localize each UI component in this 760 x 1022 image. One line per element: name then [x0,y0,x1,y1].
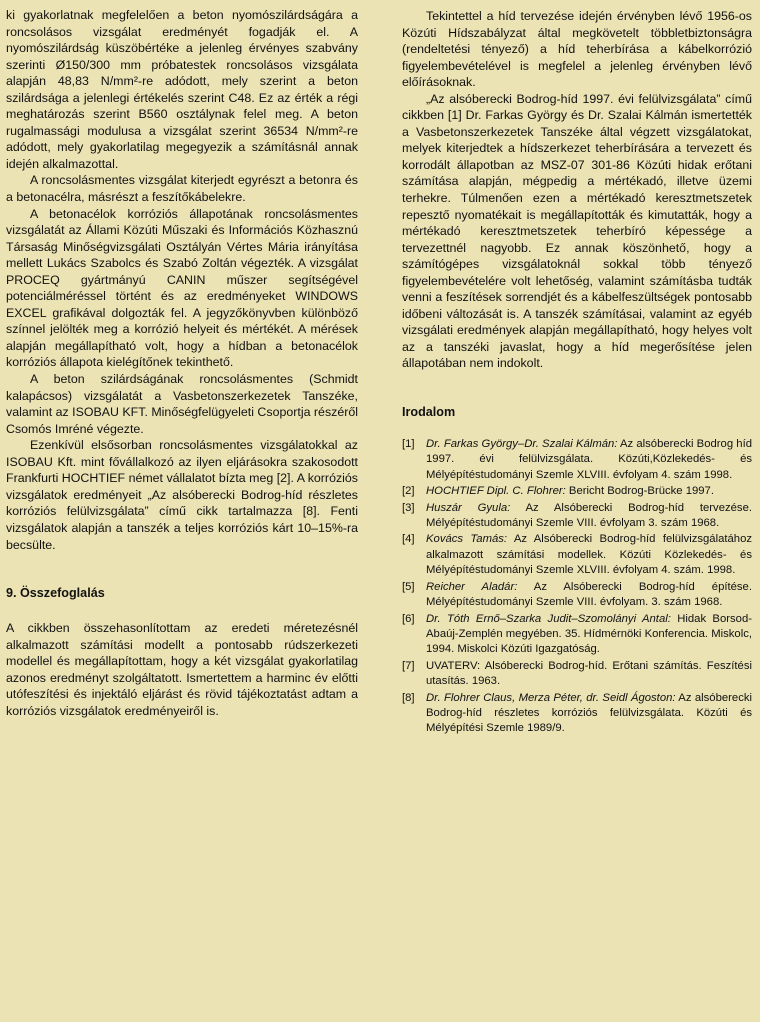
reference-text: Hidak Borsod-Abaúj-Zemplén megyében. 35. Hídmérnöki Konferencia. Miskolc, 1994. Miskolci Közúti Igazgatóság. [426,612,752,656]
reference-item [402,532,752,578]
reference-text: Az alsóberecki Bodrog híd 1997. évi felülvizsgálata. Közúti,Közlekedés- és Mélyépítéstudományi Szemle XLVIII. évfolyam 4. szám 1998. [426,438,752,481]
reference-text: Az Alsóberecki Bodrog-híd tervezése. Mélyépítéstudományi Szemle VIII. évfolyam 3. szám 1968. [426,501,752,530]
references-heading: Irodalom [402,405,456,420]
reference-number: [7] [402,659,415,672]
section-heading: 9. Összefoglalás [6,586,105,601]
reference-author: Reicher Aladár: [426,580,518,593]
reference-text: Az Alsóberecki Bodrog-híd építése. Mélyépítéstudományi Szemle VIII. évfolyam. 3. szám 1968. [426,580,752,609]
reference-item [402,484,752,499]
reference-author: HOCHTIEF Dipl. C. Flohrer: [426,485,566,498]
reference-number: [3] [402,501,415,514]
reference-item [402,437,752,483]
reference-text: UVATERV: Alsóberecki Bodrog-híd. Erőtani számítás. Feszítési utasítás. 1963. [426,659,752,688]
reference-author: Huszár Gyula: [426,501,511,514]
reference-number: [4] [402,533,415,546]
reference-text: Az alsóberecki Bodrog-híd részletes korróziós felülvizsgálata. Közúti és Mélyépítési Szemle 1989/9. [426,691,753,735]
summary-paragraph: A cikkben összehasonlítottam az eredeti méretezésnél alkalmazott számítási modellt a pontosabb rúdszerkezeti modellel és megállapítottam, hogy a két vizsgálat gyakorlatilag azonos eredményt szolgáltatott. Ismertettem a harminc év előtti utófeszítési és injektáló eljárást és rövid tájékoztatást adtam a korróziós vizsgálatok eredményeiről is. [6,621,358,718]
reference-author: Dr. Flohrer Claus, Merza Péter, dr. Seidl Ágoston: [426,691,676,704]
reference-number: [2] [402,485,415,498]
reference-number: [1] [402,438,415,451]
body-paragraph: Tekintettel a híd tervezése idején érvényben lévő 1956-os Közúti Hídszabályzat által megkövetelt többletbiztonságra (rendeltetési tényező) a híd teherbírása a kábelkorrózió figyelembevételével is megfelel a jelenleg érvényben lévő előírásoknak. [402,9,752,90]
reference-author: Dr. Farkas György–Dr. Szalai Kálmán: [426,438,618,451]
reference-item [402,691,752,737]
body-paragraph: ki gyakorlatnak megfelelően a beton nyomószilárdságára a roncsolásos vizsgálat eredményét fogadják el. A nyomószilárdság küszöbértéke a jelenleg érvényes szabvány szerinti Ø150/300 mm próbatestek roncsolásos vizsgálata alapján 48,83 N/mm²-re adódott, mely szerint a beton szilárdsága a jelenlegi értékelés szerint C48. Ez az érték a régi meghatározás szerint B560 osztálynak felel meg. A beton rugalmassági modulusa a vizsgálat szerint 36534 N/mm²-re adódott, mely gyakorlatilag megegyezik a számításnál annak idején alkalmazottal. [6,8,358,171]
reference-text: Bericht Bodrog-Brücke 1997. [565,485,714,498]
reference-number: [8] [402,691,415,704]
reference-number: [6] [402,612,415,625]
reference-item [402,659,752,690]
reference-text: Az Alsóberecki Bodrog-híd felülvizsgálatához alkalmazott számítási modellek. Közúti Közlekedés- és Mélyépítéstudományi Szemle XLVIII. évfolyam 4. szám. 1998. [426,533,753,577]
reference-list [402,437,752,737]
reference-author: Dr. Tóth Ernő–Szarka Judit–Szomolányi Antal: [426,612,671,625]
reference-number: [5] [402,580,415,593]
body-paragraph: A betonacélok korróziós állapotának roncsolásmentes vizsgálatát az Állami Közúti Műszaki és Információs Közhasznú Társaság Minőségvizsgálati Osztályán Vértes Mária irányítása mellett Lukács Szabolcs és Szabó Zoltán végezték. A vizsgálat PROCEQ gyártmányú CANIN műszer segítségével potenciálméréssel történt és az eredményeket WINDOWS EXCEL grafikával dolgozták fel. A jegyzőkönyvben különböző színnel jelölték meg a korrózió helyeit és mértékét. A mérések alapján megállapítható volt, hogy a hídban a betonacélok korróziós állapota kielégítőnek tekinthető. [6,206,358,370]
reference-item [402,612,752,658]
reference-item [402,501,752,532]
left-column [6,0,358,719]
body-paragraph: A beton szilárdságának roncsolásmentes (Schmidt kalapácsos) vizsgálatát a Vasbetonszerkezetek Tanszéke, valamint az ISOBAU KFT. Minőségfelügyeleti Csoportja részéről Csomós Imréné végezte. [6,372,358,436]
body-paragraph: A roncsolásmentes vizsgálat kiterjedt egyrészt a betonra és a betonacélra, másrészt a feszítőkábelekre. [6,173,358,205]
body-paragraph: „Az alsóberecki Bodrog-híd 1997. évi felülvizsgálata” című cikkben [1] Dr. Farkas György és Dr. Szalai Kálmán ismertették a Vasbetonszerkezetek Tanszéke által végzett vizsgálatokat, melyek kiterjedtek a hídszerkezet teherbírására a tervezett és korrodált állapotban az MSZ-07 301-86 Közúti hidak erőtani számítása alapján, mégpedig a mértékadó, illetve üzemi terhekre. Túlmenően ezen a mértékadó keresztmetszetek repesztő nyomatékait is megállapították és kimutatták, hogy a mértékadó keresztmetszetek teherbíró képessége a tervezettnél nagyobb. Ez annak köszönhető, hogy a számítógépes vizsgálatoknál sokkal több tényező figyelembevételére volt lehetőség, valamint számításba tudták venni a feszítések sorrendjét és a kábelfeszültségek pontosabb időbeni változását is. A tanszék számításai, valamint az egyéb vizsgálati eredmények alapján megállapítható, hogy helyes volt az a tanszéki javaslat, hogy a híd megerősítése jelen állapotában nem indokolt. [402,91,752,371]
body-paragraph: Ezenkívül elsősorban roncsolásmentes vizsgálatokkal az ISOBAU Kft. mint fővállalkozó az ilyen eljárásokra szakosodott Frankfurti HOCHTIEF német vállalatot bízta meg [2]. A korróziós vizsgálatok eredményeit „Az alsóberecki Bodrog-híd részletes korróziós felülvizsgálata” című cikk tartalmazza [8]. Fenti vizsgálatok alapján a tanszék a teljes korróziós kárt 10–15%-ra becsülte. [6,438,358,552]
right-column [402,0,752,738]
reference-author: Kovács Tamás: [426,533,508,546]
reference-item [402,580,752,611]
